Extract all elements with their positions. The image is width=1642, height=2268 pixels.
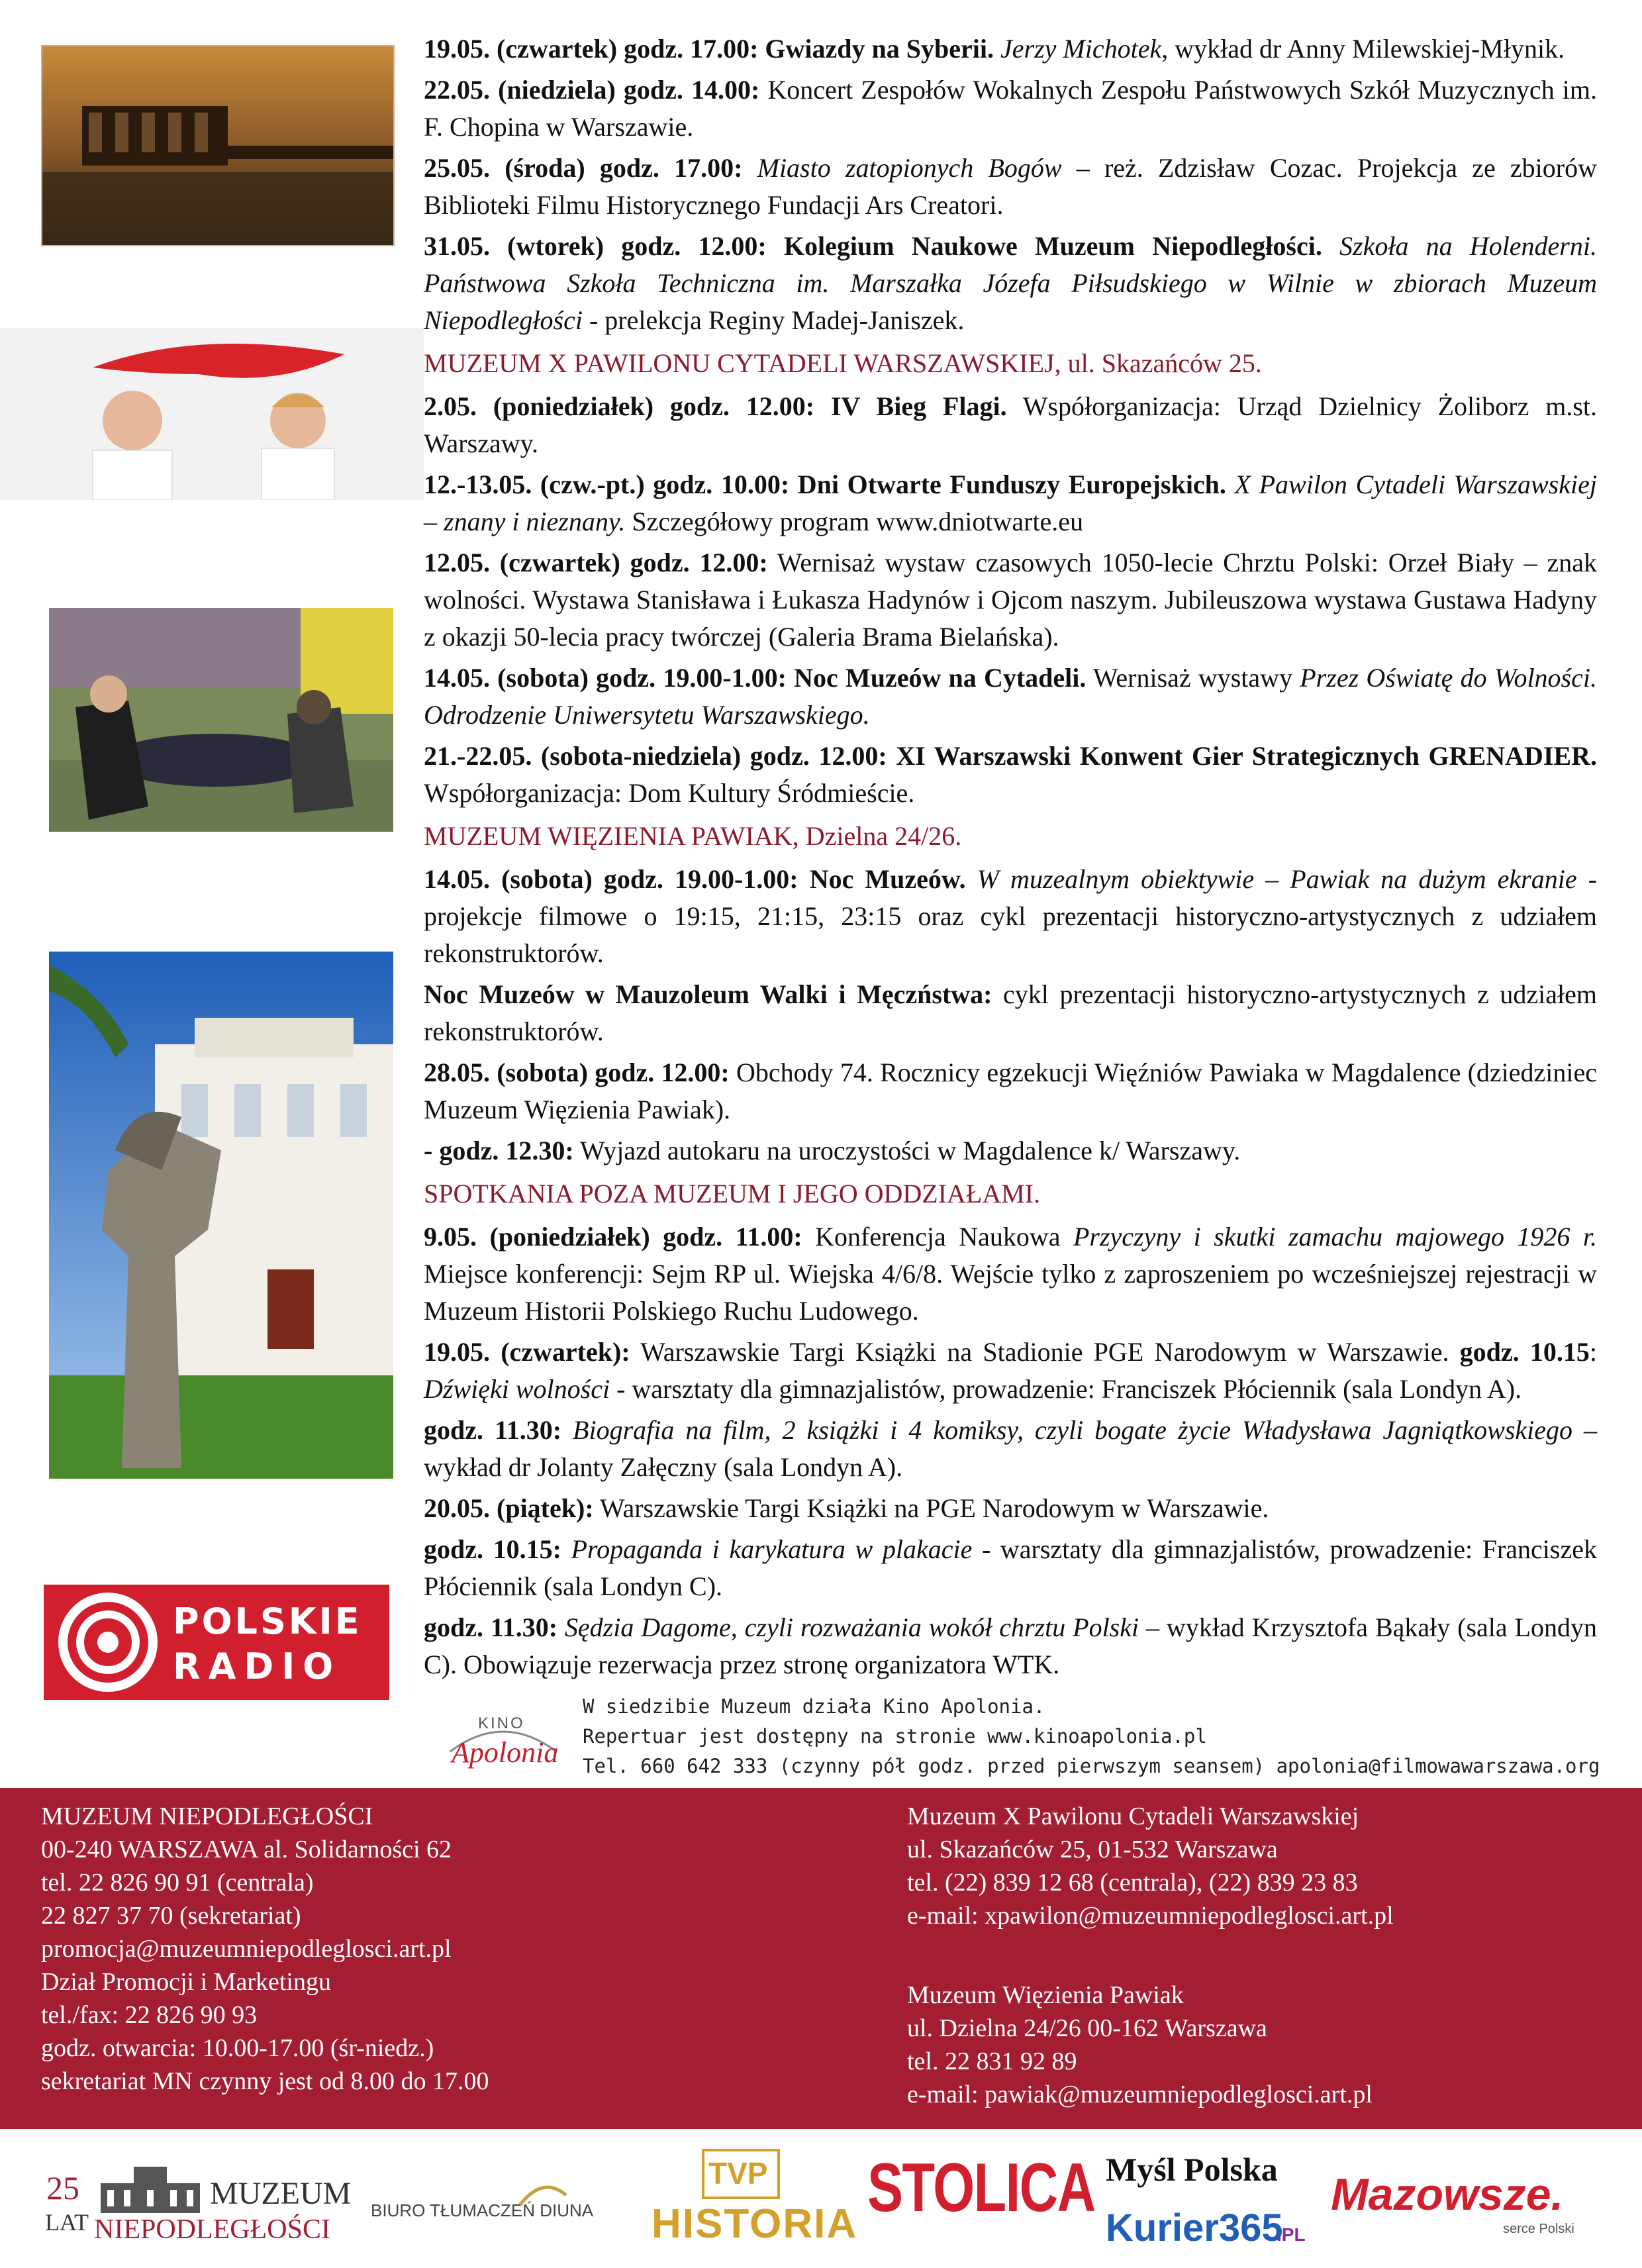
poza-event-t3: - warsztaty dla gimnazjalistów, prowadzenie: Franciszek Płóciennik (sala Londyn A). xyxy=(610,1374,1522,1404)
cytadela-event xyxy=(424,738,1597,812)
cytadela-event-t: Współorganizacja: Dom Kultury Śródmieście. xyxy=(424,778,915,808)
pawiak-event xyxy=(424,861,1597,972)
section-poza: SPOTKANIA POZA MUZEUM I JEGO ODDZIAŁAMI. xyxy=(424,1179,1041,1208)
top-event xyxy=(424,228,1597,339)
poza-event-t: – wykład Krzysztofa Bąkały (sala Londyn C). Obowiązuje rezerwacja przez stronę organizatora WTK. xyxy=(424,1612,1597,1679)
kino-info xyxy=(583,1692,1600,1781)
cytadela-event-i: X Pawilon Cytadeli Warszawskiej – znany i nieznany. xyxy=(424,469,1597,536)
footer-right-a xyxy=(907,1800,1394,1932)
poza-event xyxy=(424,1218,1597,1330)
cytadela-event xyxy=(424,544,1597,656)
poza-event-b: 9.05. (poniedziałek) godz. 11.00: xyxy=(424,1222,802,1252)
poza-event xyxy=(424,1609,1597,1683)
footer-left-2: 00-240 WARSZAWA al. Solidarności 62 xyxy=(41,1836,452,1863)
footer-right-b-4: e-mail: pawiak@muzeumniepodleglosci.art.pl xyxy=(907,2081,1373,2108)
poza-event-t2: : xyxy=(1589,1337,1598,1367)
pawiak-event-t: Obchody 74. Rocznicy egzekucji Więźniów Pawiaka w Magdalence (dziedziniec Muzeum Więzienia Pawiak). xyxy=(424,1058,1598,1124)
cytadela-event-b: 2.05. (poniedziałek) godz. 12.00: IV Bieg Flagi. xyxy=(424,391,1007,421)
poza-event-b: godz. 11.30: xyxy=(424,1612,558,1642)
footer-right-b-1: Muzeum Więzienia Pawiak xyxy=(907,1981,1184,2009)
top-event-i: Szkoła na Holenderni. Państwowa Szkoła Techniczna im. Marszałka Józefa Piłsudskiego w Wilnie w zbiorach Muzeum Niepodległości xyxy=(424,231,1597,335)
cytadela-event xyxy=(424,466,1597,540)
poza-event-i: Przyczyny i skutki zamachu majowego 1926 r. xyxy=(1073,1222,1597,1252)
pawiak-event-b: Noc Muzeów w Mauzoleum Walki i Męczństwa: xyxy=(424,979,992,1009)
top-event-i: Miasto zatopionych Bogów xyxy=(742,153,1062,183)
events-top xyxy=(424,30,1597,339)
photo-bridge xyxy=(41,45,395,246)
poza-event xyxy=(424,1412,1597,1486)
kino-logo-top: KINO xyxy=(478,1714,525,1732)
kurier-text: Kurier365 xyxy=(1106,2206,1283,2249)
footer-right-a-4: e-mail: xpawilon@muzeumniepodleglosci.art.pl xyxy=(907,1902,1394,1930)
pawiak-event-b: - godz. 12.30: xyxy=(424,1136,574,1165)
cytadela-event xyxy=(424,388,1597,462)
pawiak-event-i: W muzealnym obiektywie – Pawiak na dużym ekranie xyxy=(965,864,1577,894)
top-event-b: 22.05. (niedziela) godz. 14.00: xyxy=(424,75,760,105)
kurier-pl: .PL xyxy=(1277,2224,1306,2245)
poza-event xyxy=(424,1334,1597,1408)
tvp-text: TVP xyxy=(708,2156,768,2191)
poza-event-b: 20.05. (piątek): xyxy=(424,1493,594,1523)
top-event xyxy=(424,72,1597,146)
kino-logo-name: Apolonia xyxy=(452,1736,559,1769)
footer-left-5: promocja@muzeumniepodleglosci.art.pl xyxy=(41,1935,452,1963)
footer-left-4: 22 827 37 70 (sekretariat) xyxy=(41,1902,301,1930)
top-event xyxy=(424,30,1597,68)
cytadela-event-t: Wernisaż wystaw czasowych 1050-lecie Chrztu Polski: Orzeł Biały – znak wolności. Wystawa Stanisława i Łukasza Hadynów i Ojcom naszym. Jubileuszowa wystawa Gustawa Hadyny z okazji 50-lecia pracy twórczej (Galeria Brama Bielańska). xyxy=(424,548,1597,652)
footer-right-a-1: Muzeum X Pawilonu Cytadeli Warszawskiej xyxy=(907,1802,1359,1830)
tvp-box xyxy=(702,2149,780,2199)
poza-event-t: Warszawskie Targi Książki na PGE Narodowym w Warszawie. xyxy=(593,1493,1269,1523)
tvp-historia-logo xyxy=(649,2149,858,2255)
kino-line-2: Repertuar jest dostępny na stronie www.kinoapolonia.pl xyxy=(583,1725,1207,1748)
footer-contacts xyxy=(0,1788,1642,2129)
footer-left-1: MUZEUM NIEPODLEGŁOŚCI xyxy=(41,1802,373,1830)
mn-muzeum: MUZEUM xyxy=(210,2176,352,2211)
top-event-b: 31.05. (wtorek) godz. 12.00: Kolegium Naukowe Muzeum Niepodległości. xyxy=(424,231,1322,261)
events-poza xyxy=(424,1218,1597,1683)
footer-left-3: tel. 22 826 90 91 (centrala) xyxy=(41,1869,314,1897)
pawiak-event-b: 28.05. (sobota) godz. 12.00: xyxy=(424,1058,730,1087)
kino-line-1: W siedzibie Muzeum działa Kino Apolonia. xyxy=(583,1695,1045,1718)
footer-left-8: godz. otwarcia: 10.00-17.00 (śr-niedz.) xyxy=(41,2034,434,2062)
poza-event-t: - warsztaty dla gimnazjalistów, prowadzenie: Franciszek Płóciennik (sala Londyn C). xyxy=(424,1534,1597,1601)
poza-event-b2: godz. 10.15 xyxy=(1459,1337,1590,1367)
footer-right-b-2: ul. Dzielna 24/26 00-162 Warszawa xyxy=(907,2014,1267,2042)
sponsor-logos xyxy=(0,2136,1642,2268)
poza-event-b: godz. 11.30: xyxy=(424,1415,562,1445)
cytadela-event-b: 12.-13.05. (czw.-pt.) godz. 10.00: Dni Otwarte Funduszy Europejskich. xyxy=(424,469,1226,499)
events-pawiak xyxy=(424,861,1597,1169)
kino-logo xyxy=(437,1705,569,1778)
poza-event-i: Biografia na film, 2 książki i 4 komiksy, czyli bogate życie Władysława Jagniątkowskiego xyxy=(561,1415,1573,1445)
kino-line-3: Tel. 660 642 333 (czynny pół godz. przed pierwszym seansem) apolonia@filmowawarszawa.org xyxy=(583,1755,1600,1777)
section-cytadela: MUZEUM X PAWILONU CYTADELI WARSZAWSKIEJ, ul. Skazańców 25. xyxy=(424,348,1262,378)
poza-event-i: Propaganda i karykatura w plakacie xyxy=(561,1534,973,1564)
cytadela-event-t: Współorganizacja: Urząd Dzielnicy Żoliborz m.st. Warszawy. xyxy=(424,391,1597,458)
historia-text: HISTORIA xyxy=(652,2201,858,2247)
poza-event-b: 19.05. (czwartek): xyxy=(424,1337,630,1367)
poza-event-b: godz. 10.15: xyxy=(424,1534,561,1564)
mazowsze-text: Mazowsze. xyxy=(1331,2169,1564,2220)
pawiak-event-b: 14.05. (sobota) godz. 19.00-1.00: Noc Muzeów. xyxy=(424,864,966,894)
poza-event-i: Dźwięki wolności xyxy=(424,1374,610,1404)
footer-right-a-2: ul. Skazańców 25, 01-532 Warszawa xyxy=(907,1836,1278,1863)
radio-line1: POLSKIE xyxy=(173,1601,362,1642)
stolica-logo xyxy=(867,2149,1095,2235)
photo-museum-eagle xyxy=(49,952,393,1479)
section-pawiak: MUZEUM WIĘZIENIA PAWIAK, Dzielna 24/26. xyxy=(424,821,962,851)
biuro-diuna-logo xyxy=(371,2175,636,2228)
mn-num: 25 xyxy=(46,2169,79,2206)
poza-event xyxy=(424,1490,1597,1527)
top-event-b: 25.05. (środa) godz. 17.00: xyxy=(424,153,743,183)
footer-right-b xyxy=(907,1979,1373,2111)
poza-event-t: Warszawskie Targi Książki na Stadionie PGE Narodowym w Warszawie. xyxy=(630,1337,1460,1367)
pawiak-event xyxy=(424,1054,1597,1128)
top-event-t: - prelekcja Reginy Madej-Janiszek. xyxy=(582,305,965,335)
mazowsze-logo xyxy=(1331,2169,1609,2248)
footer-left-7: tel./fax: 22 826 90 93 xyxy=(41,2001,258,2029)
footer-right-b-3: tel. 22 831 92 89 xyxy=(907,2047,1077,2075)
footer-right-a-3: tel. (22) 839 12 68 (centrala), (22) 839 23 83 xyxy=(907,1869,1358,1897)
cytadela-event xyxy=(424,660,1597,734)
footer-left-9: sekretariat MN czynny jest od 8.00 do 17.00 xyxy=(41,2067,489,2095)
polskie-radio-logo xyxy=(44,1585,389,1700)
stolica-text: STOLICA xyxy=(867,2149,1095,2226)
top-event-i: Jerzy Michotek xyxy=(994,34,1162,64)
kino-apolonia-block xyxy=(437,1692,1602,1791)
events-cytadela xyxy=(424,388,1597,812)
muzeum-niepodleglosci-logo xyxy=(41,2155,352,2248)
pawiak-event xyxy=(424,976,1597,1050)
poza-event-t2: Miejsce konferencji: Sejm RP ul. Wiejska 4/6/8. Wejście tylko z zaproszeniem po wcześniejszej rejestracji w Muzeum Historii Polskiego Ruchu Ludowego. xyxy=(424,1259,1597,1326)
photo-reenactors xyxy=(49,608,393,832)
footer-left xyxy=(41,1800,489,2098)
pawiak-event-t: - projekcje filmowe o 19:15, 21:15, 23:15 oraz cykl prezentacji historyczno-artystycznych z udziałem rekonstruktorów. xyxy=(424,864,1597,968)
cytadela-event-b: 21.-22.05. (sobota-niedziela) godz. 12.00: XI Warszawski Konwent Gier Strategicznych GRENADIER. xyxy=(424,741,1597,771)
cytadela-event-b: 14.05. (sobota) godz. 19.00-1.00: Noc Muzeów na Cytadeli. xyxy=(424,663,1087,693)
top-event-t: , wykład dr Anny Milewskiej-Młynik. xyxy=(1161,34,1565,64)
top-event-t: – reż. Zdzisław Cozac. Projekcja ze zbiorów Biblioteki Filmu Historycznego Fundacji Ars Creatori. xyxy=(424,153,1598,220)
pawiak-event-t: Wyjazd autokaru na uroczystości w Magdalence k/ Warszawy. xyxy=(573,1136,1241,1165)
top-event-b: 19.05. (czwartek) godz. 17.00: Gwiazdy na Syberii. xyxy=(424,34,994,64)
poza-event xyxy=(424,1531,1597,1605)
kurier365-logo xyxy=(1099,2202,1311,2255)
mn-niepodleglosci: NIEPODLEGŁOŚCI xyxy=(94,2214,330,2245)
cytadela-event-i: Przez Oświatę do Wolności. Odrodzenie Uniwersytetu Warszawskiego. xyxy=(424,663,1597,730)
pawiak-event-t: cykl prezentacji historyczno-artystycznych z udziałem rekonstruktorów. xyxy=(424,979,1597,1046)
mn-lat: LAT xyxy=(45,2209,89,2236)
top-event xyxy=(424,150,1597,224)
mazowsze-sub: serce Polski xyxy=(1503,2222,1574,2236)
pawiak-event xyxy=(424,1132,1597,1169)
cytadela-event-b: 12.05. (czwartek) godz. 12.00: xyxy=(424,548,768,577)
mysl-text: Myśl Polska xyxy=(1106,2151,1278,2188)
poza-event-i: Sędzia Dagome, czyli rozważania wokół chrztu Polski xyxy=(557,1612,1139,1642)
program-text xyxy=(424,30,1597,1687)
poza-event-t: Konferencja Naukowa xyxy=(802,1222,1073,1252)
radio-line2: RADIO xyxy=(173,1646,342,1687)
photo-flag-runners xyxy=(0,328,424,500)
cytadela-event-t: Szczegółowy program www.dniotwarte.eu xyxy=(625,507,1084,536)
mysl-polska-logo xyxy=(1099,2150,1318,2196)
biuro-text: BIURO TŁUMACZEŃ DIUNA xyxy=(371,2200,594,2220)
cytadela-event-t: Wernisaż wystawy xyxy=(1086,663,1300,693)
poza-event-t: – wykład dr Jolanty Załęczny (sala Londyn A). xyxy=(424,1415,1597,1482)
top-event-t: Koncert Zespołów Wokalnych Zespołu Państwowych Szkół Muzycznych im. F. Chopina w Warszawie. xyxy=(424,75,1597,142)
footer-left-6: Dział Promocji i Marketingu xyxy=(41,1968,331,1996)
